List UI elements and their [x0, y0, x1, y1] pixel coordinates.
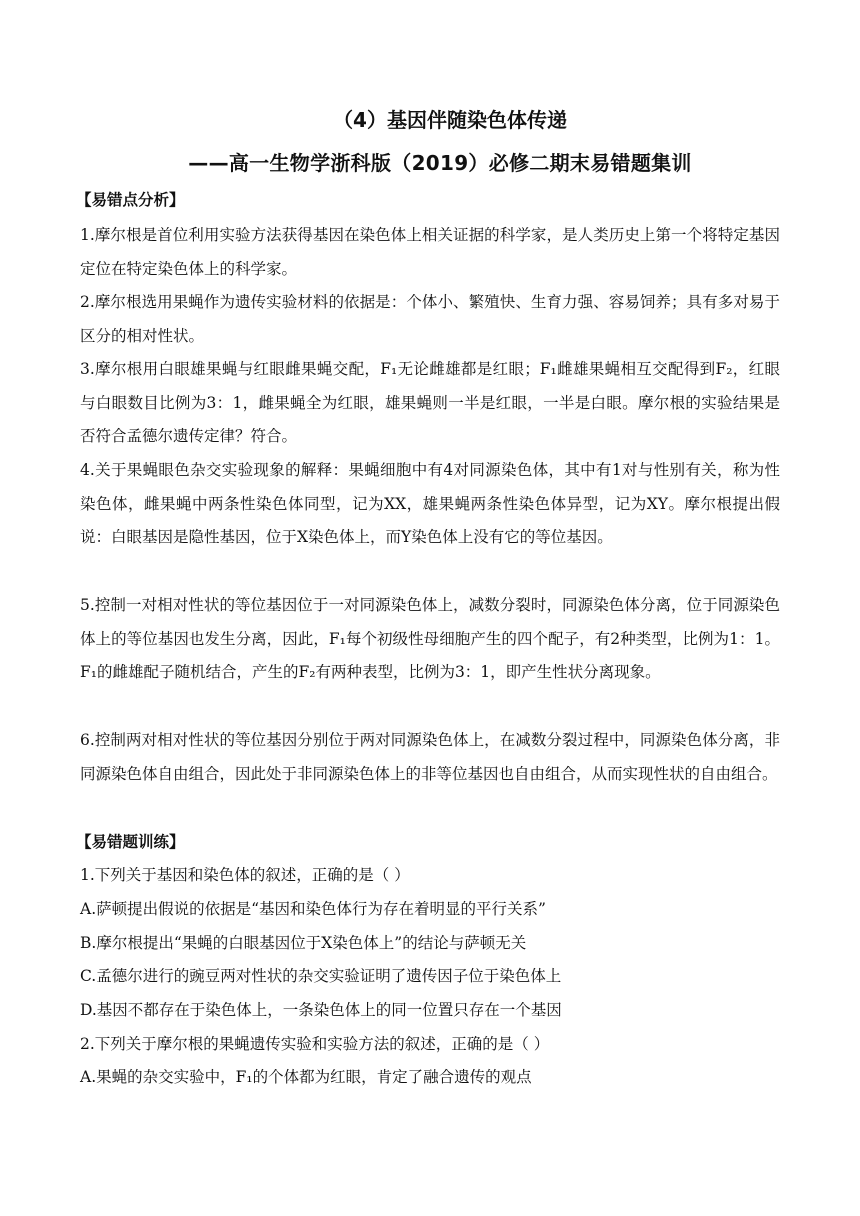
document-subtitle: ——高一生物学浙科版（2019）必修二期末易错题集训	[188, 151, 692, 175]
analysis-point-3: 3.摩尔根用白眼雄果蝇与红眼雌果蝇交配，F₁无论雌雄都是红眼；F₁雌雄果蝇相互交配得到F₂，红眼与白眼数目比例为3：1，雌果蝇全为红眼，雄果蝇则一半是红眼，一半是白眼。摩尔根的实验结果是否符合孟德尔遗传定律？符合。	[80, 360, 780, 445]
analysis-point-2: 2.摩尔根选用果蝇作为遗传实验材料的依据是：个体小、繁殖快、生育力强、容易饲养；具有多对易于区分的相对性状。	[80, 293, 780, 345]
question-1-option-c: C.孟德尔进行的豌豆两对性状的杂交实验证明了遗传因子位于染色体上	[80, 967, 562, 985]
analysis-point-5: 5.控制一对相对性状的等位基因位于一对同源染色体上，减数分裂时，同源染色体分离，位于同源染色体上的等位基因也发生分离，因此，F₁每个初级性母细胞产生的四个配子，有2种类型，比例为1：1。F₁的雌雄配子随机结合，产生的F₂有两种表型，比例为3：1，即产生性状分离现象。	[80, 596, 780, 681]
question-2-option-a: A.果蝇的杂交实验中，F₁的个体都为红眼，肯定了融合遗传的观点	[80, 1068, 532, 1086]
document-title: （4）基因伴随染色体传递	[333, 108, 567, 132]
question-2-stem: 2.下列关于摩尔根的果蝇遗传实验和实验方法的叙述，正确的是（ ）	[80, 1035, 550, 1053]
analysis-point-4: 4.关于果蝇眼色杂交实验现象的解释：果蝇细胞中有4对同源染色体，其中有1对与性别有关，称为性染色体，雌果蝇中两条性染色体同型，记为XX，雄果蝇两条性染色体异型，记为XY。摩尔根提出假说：白眼基因是隐性基因，位于X染色体上，而Y染色体上没有它的等位基因。	[80, 461, 780, 546]
question-1-option-d: D.基因不都存在于染色体上，一条染色体上的同一位置只存在一个基因	[80, 1001, 562, 1019]
section-heading-training: 【易错题训练】	[76, 833, 185, 851]
analysis-point-1: 1.摩尔根是首位利用实验方法获得基因在染色体上相关证据的科学家，是人类历史上第一个将特定基因定位在特定染色体上的科学家。	[80, 226, 780, 278]
question-1-option-a: A.萨顿提出假说的依据是“基因和染色体行为存在着明显的平行关系”	[80, 900, 546, 918]
section-heading-analysis: 【易错点分析】	[76, 191, 185, 209]
question-1-option-b: B.摩尔根提出“果蝇的白眼基因位于X染色体上”的结论与萨顿无关	[80, 934, 527, 952]
question-1-stem: 1.下列关于基因和染色体的叙述，正确的是（ ）	[80, 866, 410, 884]
analysis-point-6: 6.控制两对相对性状的等位基因分别位于两对同源染色体上，在减数分裂过程中，同源染色体分离，非同源染色体自由组合，因此处于非同源染色体上的非等位基因也自由组合，从而实现性状的自由组合。	[80, 731, 780, 783]
